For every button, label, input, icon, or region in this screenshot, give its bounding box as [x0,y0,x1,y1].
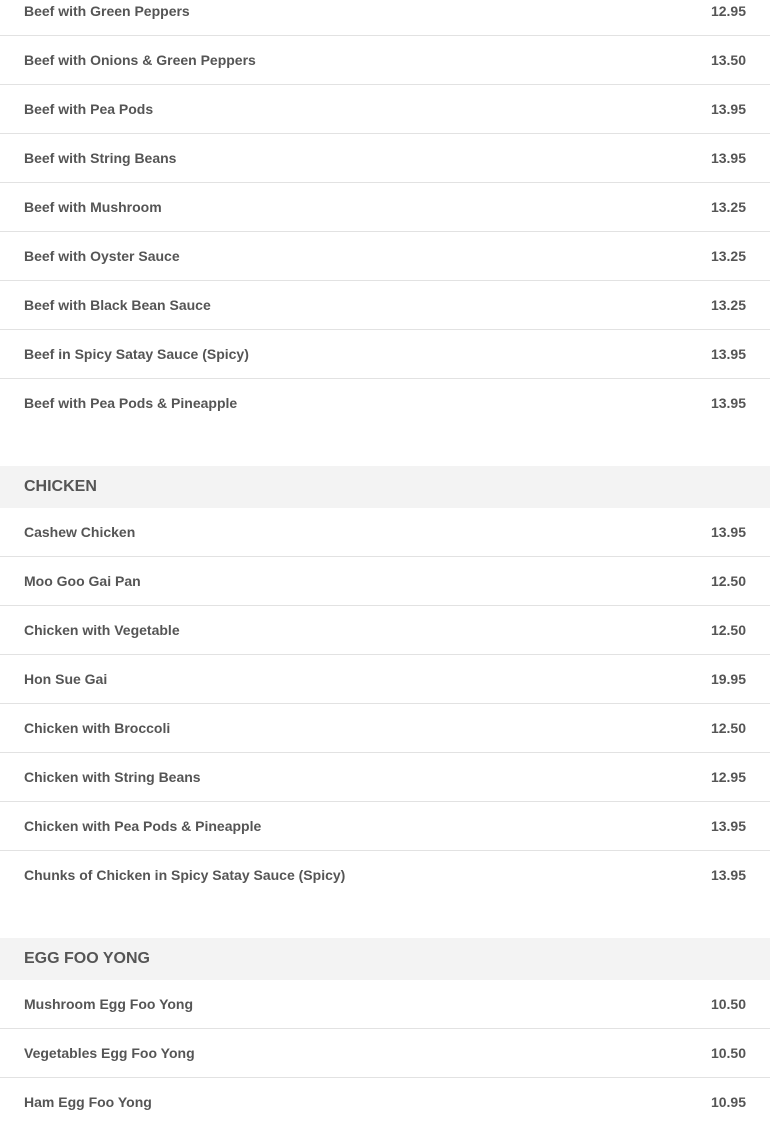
item-name: Beef in Spicy Satay Sauce (Spicy) [24,346,249,362]
item-price: 12.95 [710,3,746,19]
item-name: Beef with Green Peppers [24,3,190,19]
section-egg-foo-yong [0,938,770,1127]
menu-item[interactable] [0,557,770,606]
item-name: Mushroom Egg Foo Yong [24,996,194,1012]
item-name: Ham Egg Foo Yong [24,1094,152,1110]
menu-item[interactable] [0,330,770,379]
menu-item[interactable] [0,281,770,330]
menu-item[interactable] [0,802,770,851]
menu-item[interactable] [0,379,770,428]
item-price: 13.95 [710,346,746,362]
item-price: 13.25 [710,297,746,313]
item-price: 12.50 [710,622,746,638]
menu-item[interactable] [0,134,770,183]
menu-item[interactable] [0,655,770,704]
menu-item[interactable] [0,753,770,802]
menu-item[interactable] [0,0,770,36]
item-price: 19.95 [710,671,746,687]
item-name: Chunks of Chicken in Spicy Satay Sauce (Spicy) [24,867,346,883]
item-price: 13.95 [710,395,746,411]
item-price: 12.95 [710,769,746,785]
item-name: Chicken with String Beans [24,769,201,785]
menu-item[interactable] [0,851,770,900]
item-name: Beef with Pea Pods & Pineapple [24,395,238,411]
item-price: 13.95 [710,150,746,166]
item-price: 10.95 [710,1094,746,1110]
item-name: Chicken with Pea Pods & Pineapple [24,818,262,834]
menu-item[interactable] [0,36,770,85]
item-name: Cashew Chicken [24,524,136,540]
item-price: 12.50 [710,573,746,589]
section-spacer [0,428,770,466]
item-name: Beef with Oyster Sauce [24,248,180,264]
menu-item[interactable] [0,508,770,557]
menu-item[interactable] [0,980,770,1029]
item-name: Beef with String Beans [24,150,177,166]
item-name: Vegetables Egg Foo Yong [24,1045,195,1061]
item-name: Hon Sue Gai [24,671,108,687]
item-price: 10.50 [710,996,746,1012]
item-price: 10.50 [710,1045,746,1061]
item-price: 13.50 [710,52,746,68]
item-price: 13.25 [710,199,746,215]
item-price: 13.95 [710,524,746,540]
menu-item[interactable] [0,606,770,655]
item-price: 13.95 [710,101,746,117]
item-name: Beef with Pea Pods [24,101,154,117]
item-name: Beef with Mushroom [24,199,162,215]
menu-item[interactable] [0,704,770,753]
item-price: 13.25 [710,248,746,264]
section-chicken [0,466,770,900]
item-name: Beef with Black Bean Sauce [24,297,211,313]
item-name: Chicken with Broccoli [24,720,171,736]
menu-item[interactable] [0,1029,770,1078]
item-price: 13.95 [710,818,746,834]
menu-item[interactable] [0,183,770,232]
menu-item[interactable] [0,85,770,134]
menu-item[interactable] [0,1078,770,1127]
menu-item[interactable] [0,232,770,281]
section-spacer [0,900,770,938]
section-header: CHICKEN [0,466,770,508]
item-price: 13.95 [710,867,746,883]
item-name: Moo Goo Gai Pan [24,573,141,589]
item-price: 12.50 [710,720,746,736]
item-name: Beef with Onions & Green Peppers [24,52,256,68]
item-name: Chicken with Vegetable [24,622,180,638]
section-beef [0,0,770,428]
section-header: EGG FOO YONG [0,938,770,980]
